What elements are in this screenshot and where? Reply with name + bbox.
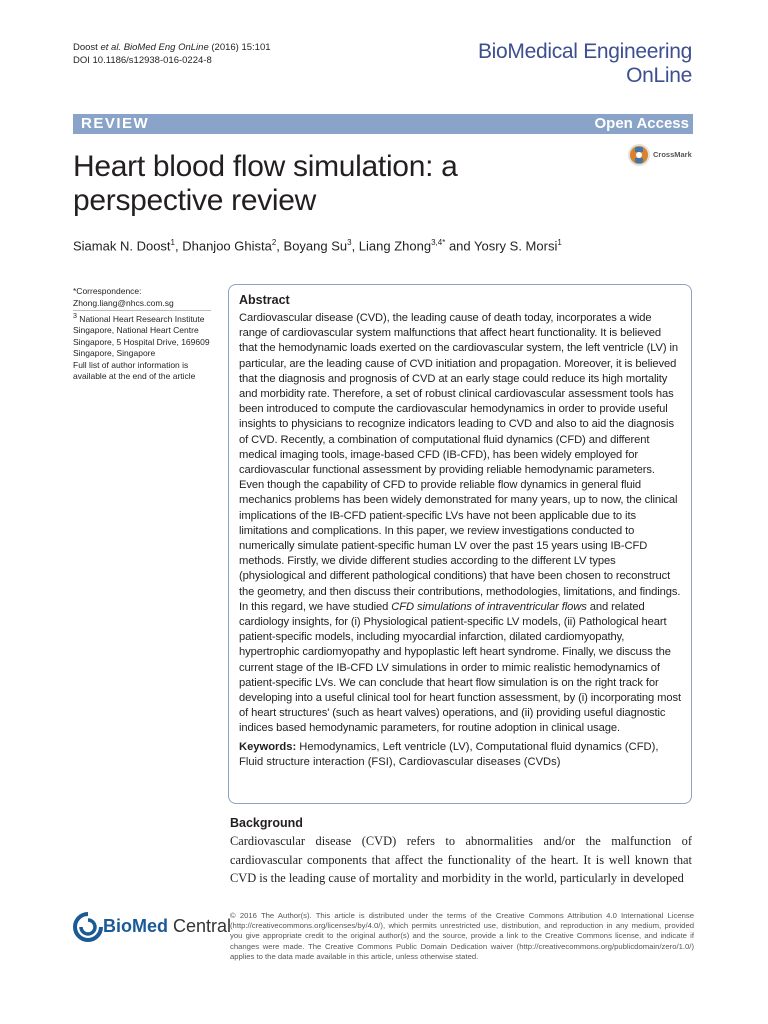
author-name[interactable]: , Liang Zhong xyxy=(351,238,432,254)
background-heading: Background xyxy=(230,816,303,830)
author-name[interactable]: , Dhanjoo Ghista xyxy=(175,238,272,254)
author-name[interactable]: and Yosry S. Morsi xyxy=(445,238,558,254)
affiliation-marker: 3 xyxy=(73,312,77,320)
correspondence-label: *Correspondence: xyxy=(73,286,142,296)
affiliation-marker: 2 xyxy=(271,238,277,247)
article-type-banner xyxy=(73,114,693,134)
abstract-text-part: Cardiovascular disease (CVD), the leading cause of death today, incorporates a wide range of cardiovascular system malfunctions that affect heart functionality. It is believed that the hemodynamic loads exerted on the cardiovascular system, the left ventricle (LV) in particular, are the leading cause of CVD initiation and propagation. Moreover, it is believed that the diagnosis and prognosis of CVD at an early stage could reduce its high mortality and morbidity rate. Therefore, a set of robust clinical cardiovascular assessment tools has been introduced to compute the cardiovascular hemodynamics in order to provide useful insights to physicians to recognize indicators leading to CVD and also to aid the diagnosis of CVD. Recently, a combination of computational fluid dynamics (CFD) and different medical imaging tools, image-based CFD (IB-CFD), has been widely employed for cardiovascular functional assessment by providing reliable hemodynamic parameters. Even though the capability of CFD to provide reliable flow dynamics in general fluid mechanics problems has been widely demonstrated for many years, up to now, the clinical implications of the IB-CFD patient-specific LVs have not been applicable due to its limitations and complications. In this paper, we review investigations conducted to numerically simulate patient-specific human LV over the past 15 years using IB-CFD methods. Firstly, we divide different studies according to the different LV types (physiological and different pathological conditions) that have been chosen to reconstruct the geometry, and then discuss their contributions, methodologies, limitations, and findings. In this regard, we have studied xyxy=(239,312,681,613)
doi-line: DOI 10.1186/s12938-016-0224-8 xyxy=(73,55,212,66)
citation-journal: et al. BioMed Eng OnLine xyxy=(100,42,209,53)
citation-line xyxy=(73,41,271,54)
abstract-heading: Abstract xyxy=(239,293,290,307)
journal-name xyxy=(478,40,692,88)
affiliation-marker: 1 xyxy=(170,238,175,247)
crossmark-label: CrossMark xyxy=(653,150,692,159)
correspondence-email[interactable]: Zhong.liang@nhcs.com.sg xyxy=(73,297,174,308)
article-type-label: REVIEW xyxy=(81,115,150,132)
author-name[interactable]: , Boyang Su xyxy=(276,238,348,254)
author-list xyxy=(73,238,562,253)
affiliation-body: National Heart Research Institute Singapore, National Heart Centre Singapore, 5 Hospital Drive, 169609 Singapore, Singapore xyxy=(73,313,210,359)
abstract-emphasis: CFD simulations of intraventricular flows xyxy=(391,600,587,613)
abstract-text-part: and related cardiology insights, for (i) Physiological patient-specific LV models, (ii) Pathological heart patient-specific models, including myocardial infarction, dilated cardiomyopathy, hypertrophic cardiomyopathy and hypoplastic left heart syndrome. Finally, we discuss the current stage of the IB-CFD LV simulations in order to mimic realistic hemodynamics of patient-specific LVs. We can conclude that heart flow simulation is on the right track for developing into a useful clinical tool for heart function assessment, by (i) incorporating most of heart structures' (such as heart valves) operations, and (ii) providing useful diagnostic indices based hemodynamic parameters, for routine adoption in clinical usage. xyxy=(239,600,681,735)
affiliation-marker: 3,4* xyxy=(431,238,446,247)
abstract-text xyxy=(239,311,681,737)
correspondence-note xyxy=(73,286,213,383)
author-name[interactable]: Siamak N. Doost xyxy=(73,238,171,254)
citation-volume: (2016) 15:101 xyxy=(208,42,271,53)
article-title: Heart blood flow simulation: a perspective review xyxy=(73,150,458,217)
keywords-label: Keywords: xyxy=(239,740,297,753)
biomed-central-logo[interactable] xyxy=(73,912,232,942)
citation-authors: Doost xyxy=(73,42,101,53)
logo-text xyxy=(103,916,231,937)
background-text: Cardiovascular disease (CVD) refers to abnormalities and/or the malfunction of cardiovascular components that affect the functionality of the heart. It is well known that CVD is the leading cause of mortality and morbidity in the world, particularly in developed xyxy=(230,834,692,885)
logo-text-bio: BioMed xyxy=(103,916,168,936)
journal-name-line1: BioMedical Engineering xyxy=(477,40,692,63)
crossmark-badge[interactable] xyxy=(627,142,695,170)
affiliation-marker: 3 xyxy=(347,238,352,247)
affiliation-text xyxy=(73,311,213,360)
logo-text-central: Central xyxy=(168,916,232,936)
journal-name-line2: OnLine xyxy=(626,64,692,87)
open-access-label[interactable]: Open Access xyxy=(594,115,689,132)
abstract-box xyxy=(228,284,692,804)
biomed-central-icon xyxy=(73,912,103,942)
license-text: © 2016 The Author(s). This article is distributed under the terms of the Creative Commons Attribution 4.0 International License (http://creativecommons.org/licenses/by/4.0/), which permits unrestricted use, distribution, and reproduction in any medium, provided you give appropriate credit to the original author(s) and the source, provide a link to the Creative Commons license, and indicate if changes were made. The Creative Commons Public Domain Dedication waiver (http://creativecommons.org/publicdomain/zero/1.0/) applies to the data made available in this article, unless otherwise stated. xyxy=(230,911,694,961)
keywords xyxy=(239,740,681,770)
affiliation-marker: 1 xyxy=(557,238,562,247)
author-info-note: Full list of author information is available at the end of the article xyxy=(73,359,196,382)
keywords-list: Hemodynamics, Left ventricle (LV), Computational fluid dynamics (CFD), Fluid structure interaction (FSI), Cardiovascular diseases (CVDs) xyxy=(239,740,659,768)
citation-block xyxy=(73,41,271,67)
